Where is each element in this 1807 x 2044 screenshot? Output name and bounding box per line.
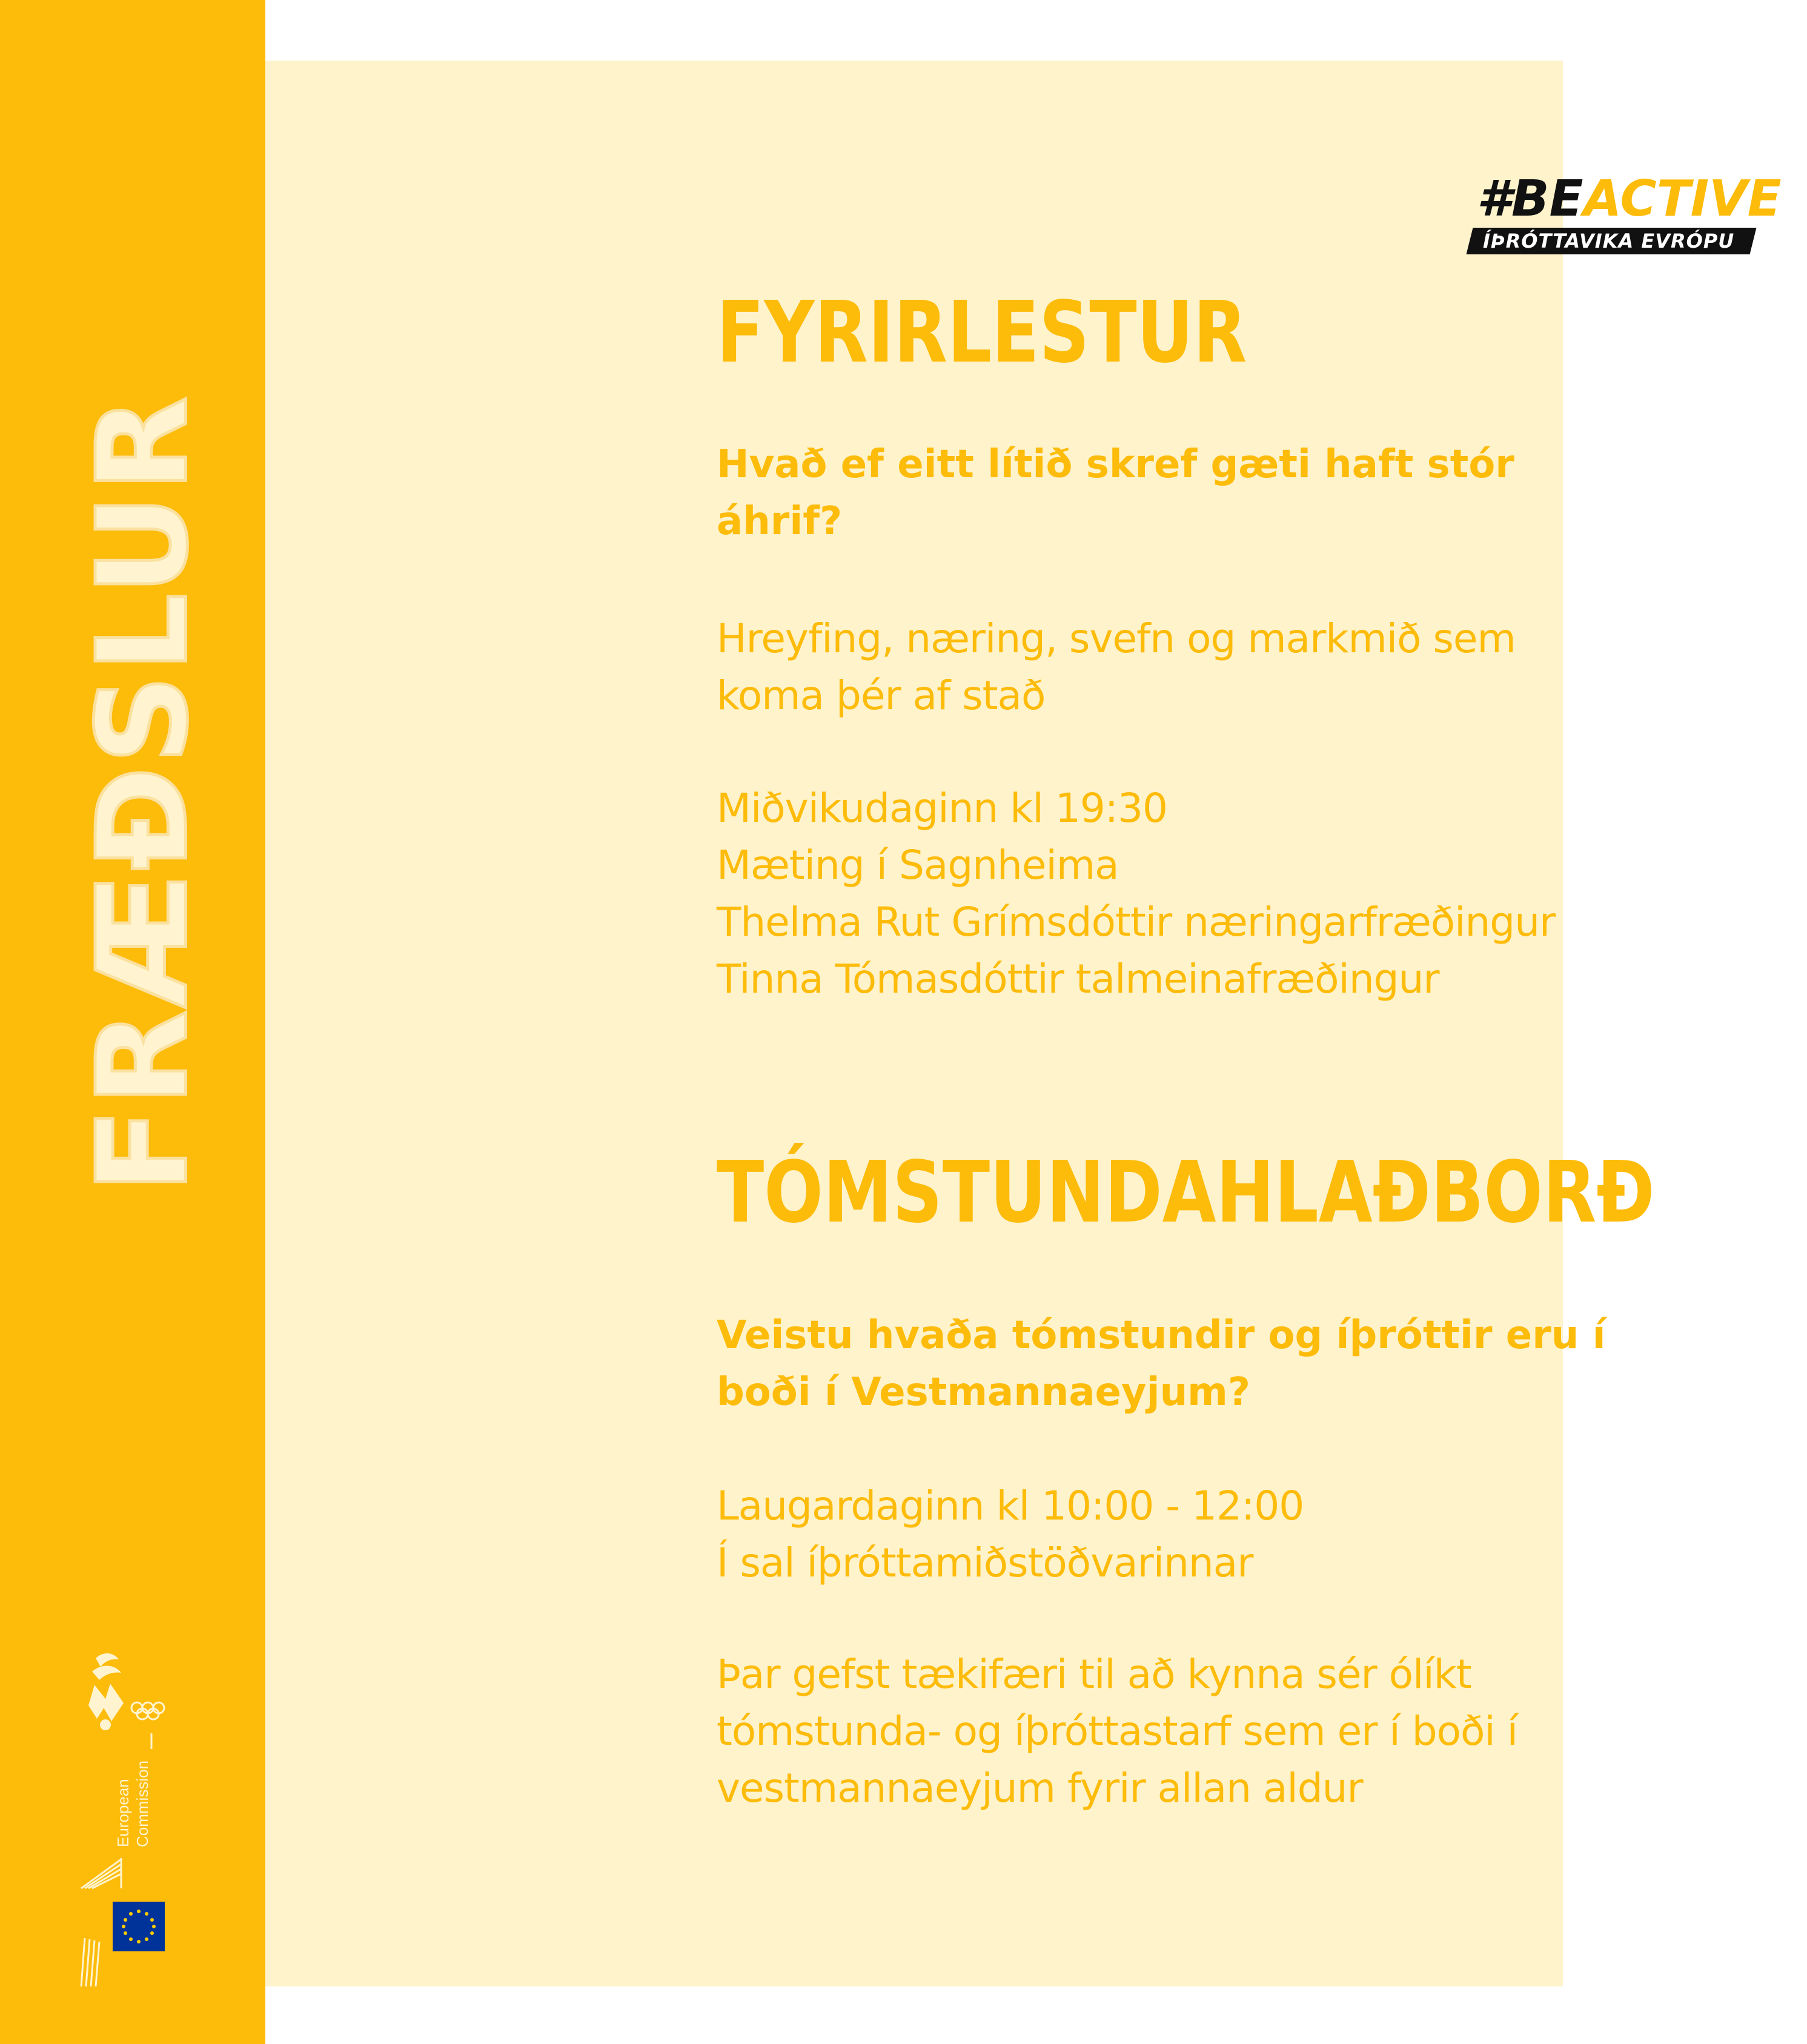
section1-description-line: koma þér af stað [717, 672, 1046, 719]
section1-detail-line: Tinna Tómasdóttir talmeinafræðingur [717, 956, 1439, 1002]
section1-question-line: áhrif? [717, 499, 843, 544]
svg-text:Commission: Commission [133, 1760, 151, 1847]
content-panel [265, 61, 1782, 1986]
sidebar [0, 0, 265, 2044]
section2-question-line: boði í Vestmannaeyjum? [717, 1370, 1250, 1415]
badge-hash-part: #BE [1477, 170, 1583, 228]
section2-description-line: tómstunda- og íþróttastarf sem er í boði í [717, 1708, 1518, 1755]
section1-detail-line: Miðvikudaginn kl 19:30 [717, 785, 1168, 832]
olympic-rings-icon [131, 1702, 164, 1719]
sports-federation-logo-icon [88, 1653, 124, 1730]
section2-question-line: Veistu hvaða tómstundir og íþróttir eru í [717, 1313, 1606, 1358]
eu-flag-icon [113, 1902, 165, 1951]
section1-question-line: Hvað ef eitt lítið skref gæti haft stór [717, 442, 1514, 487]
section2-description-line: Þar gefst tækifæri til að kynna sér ólíkt [717, 1651, 1471, 1698]
section1-details [717, 780, 1807, 1008]
section1-heading: FYRIRLESTUR [717, 283, 1247, 382]
section1-description-line: Hreyfing, næring, svefn og markmið sem [717, 615, 1516, 662]
badge-subtitle: ÍÞRÓTTAVIKA EVRÓPU [1483, 230, 1735, 253]
european-commission-text [114, 1761, 151, 1847]
section2-heading: TÓMSTUNDAHLAÐBORÐ [717, 1143, 1655, 1242]
section1-question [717, 436, 1625, 550]
svg-text:European: European [114, 1779, 132, 1847]
partner-logos [79, 1647, 182, 1999]
section1-description [717, 610, 1807, 724]
section2-detail-line: Í sal íþróttamiðstöðvarinnar [717, 1540, 1253, 1586]
badge-hashtag [1477, 170, 1782, 228]
section2-description [717, 1646, 1807, 1817]
section2-detail-line: Laugardaginn kl 10:00 - 12:00 [717, 1483, 1304, 1529]
section1-detail-line: Thelma Rut Grímsdóttir næringarfræðingur [717, 899, 1556, 945]
section1-detail-line: Mæting í Sagnheima [717, 842, 1119, 888]
beactive-badge [1470, 170, 1782, 256]
badge-accent-part: ACTIVE [1583, 170, 1782, 228]
section2-description-line: vestmannaeyjum fyrir allan aldur [717, 1765, 1363, 1811]
section2-question [717, 1307, 1625, 1421]
vertical-title: FRÆÐSLUR [71, 394, 216, 1193]
section2-details [717, 1478, 1807, 1592]
